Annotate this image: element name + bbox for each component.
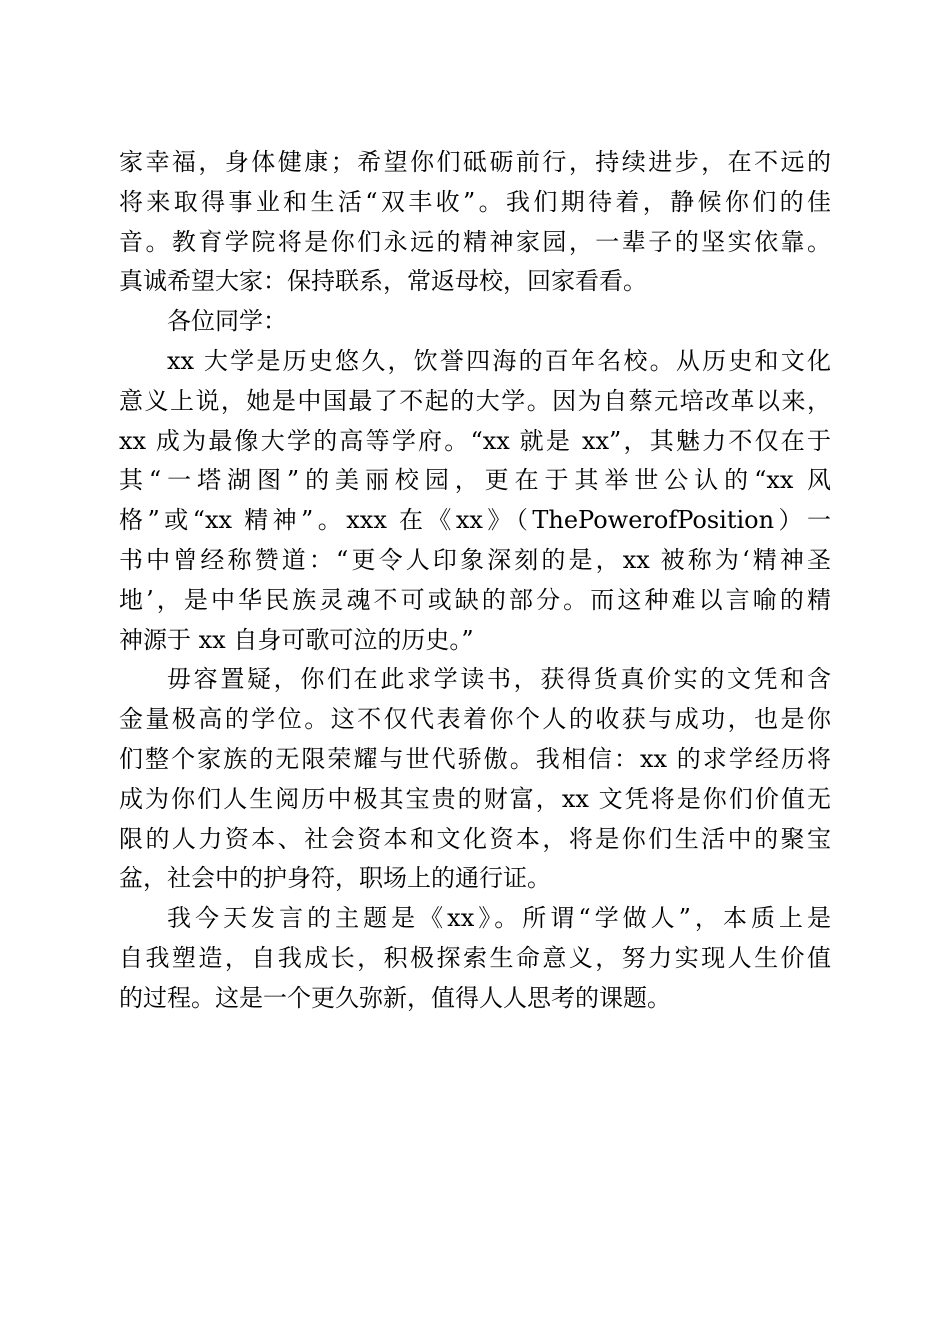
text-line: xx 大学是历史悠久，饮誉四海的百年名校。从历史和文化	[167, 346, 831, 375]
text-line: 自我塑造，自我成长，积极探索生命意义，努力实现人生价值	[119, 943, 831, 972]
text-line: 我今天发言的主题是《xx》。所谓“学做人”，本质上是	[167, 904, 831, 933]
text-line: 们整个家族的无限荣耀与世代骄傲。我相信：xx 的求学经历将	[119, 744, 831, 773]
text-line: 毋容置疑，你们在此求学读书，获得货真价实的文凭和含	[167, 665, 831, 694]
text-line: 真诚希望大家：保持联系，常返母校，回家看看。	[119, 267, 647, 296]
paragraph-speech-theme	[119, 899, 831, 1018]
text-line: 地’，是中华民族灵魂不可或缺的部分。而这种难以言喻的精	[119, 585, 831, 614]
text-line: 其“一塔湖图”的美丽校园，更在于其举世公认的“xx 风	[119, 466, 831, 495]
text-line: 金量极高的学位。这不仅代表着你个人的收获与成功，也是你	[119, 705, 831, 734]
text-line: 的过程。这是一个更久弥新，值得人人思考的课题。	[119, 983, 671, 1012]
paragraph-degree-value	[119, 660, 831, 899]
text-line: 成为你们人生阅历中极其宝贵的财富，xx 文凭将是你们价值无	[119, 784, 831, 813]
text-line: 盆，社会中的护身符，职场上的通行证。	[119, 864, 551, 893]
document-body	[119, 143, 831, 1019]
paragraph-university-history	[119, 342, 831, 660]
paragraph-salutation	[119, 302, 831, 342]
text-line: 限的人力资本、社会资本和文化资本，将是你们生活中的聚宝	[119, 824, 831, 853]
text-line: 各位同学：	[167, 307, 287, 336]
text-line: 将来取得事业和生活“双丰收”。我们期待着，静候你们的佳	[119, 187, 831, 216]
text-line: 书中曾经称赞道：“更令人印象深刻的是，xx 被称为‘精神圣	[119, 545, 831, 574]
text-line: 音。教育学院将是你们永远的精神家园，一辈子的坚实依靠。	[119, 227, 831, 256]
paragraph-closing-wishes	[119, 143, 831, 302]
text-line: 意义上说，她是中国最了不起的大学。因为自蔡元培改革以来，	[119, 386, 831, 415]
text-line: 神源于 xx 自身可歌可泣的历史。”	[119, 625, 474, 654]
text-line: xx 成为最像大学的高等学府。“xx 就是 xx”，其魅力不仅在于	[119, 426, 831, 455]
text-line: 格”或“xx 精神”。xxx 在《xx》（ThePowerofPosition）一	[119, 506, 831, 535]
text-line: 家幸福，身体健康；希望你们砥砺前行，持续进步，在不远的	[119, 148, 831, 176]
